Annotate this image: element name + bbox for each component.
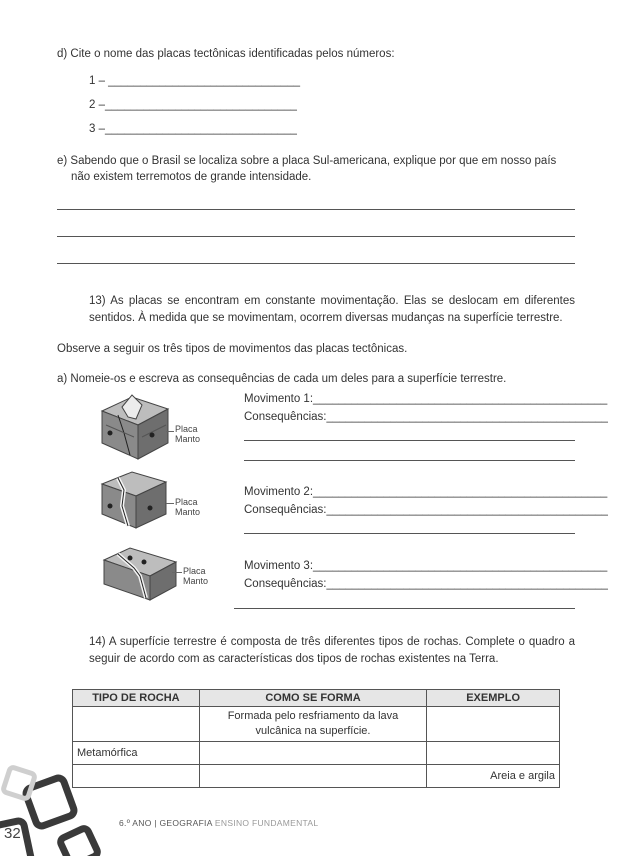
footer-subject: GEOGRAFIA [159, 818, 213, 828]
answer-rule[interactable] [244, 440, 575, 441]
footer-separator: | [151, 818, 160, 828]
placa-leader-1 [166, 431, 174, 432]
header-example: EXEMPLO [427, 690, 560, 707]
table-header-row [73, 690, 560, 707]
table-cell[interactable] [199, 765, 426, 788]
movement-3-field[interactable]: Movimento 3:______________________________________________ [244, 560, 608, 572]
header-rock-type: TIPO DE ROCHA [73, 690, 200, 707]
table-cell[interactable] [427, 742, 560, 765]
table-cell: Metamórfica [73, 742, 200, 765]
page-number: 32 [4, 825, 21, 842]
footer-level: ENSINO FUNDAMENTAL [214, 818, 319, 828]
table-row [73, 742, 560, 765]
question-d-prompt: d) Cite o nome das placas tectônicas identificadas pelos números: [57, 48, 395, 60]
observe-instruction: Observe a seguir os três tipos de movimentos das placas tectônicas. [57, 343, 408, 355]
header-formation: COMO SE FORMA [199, 690, 426, 707]
placa-label-2: Placa [175, 497, 198, 507]
answer-rule[interactable] [244, 460, 575, 461]
table-row [73, 707, 560, 742]
table-cell[interactable] [199, 742, 426, 765]
question-14-text: 14) A superfície terrestre é composta de três diferentes tipos de rochas. Complete o quadro a seguir de acordo com as características dos tipos de rochas existentes na Terra. [89, 636, 575, 665]
placa-label-3: Placa [183, 566, 206, 576]
rock-types-table [72, 689, 560, 788]
plate-diagram-1 [96, 385, 176, 465]
table-cell: Formada pelo resfriamento da lava vulcânica na superfície. [199, 707, 426, 742]
answer-rule[interactable] [234, 608, 575, 609]
manto-label-1: Manto [175, 434, 201, 444]
manto-label-3: Manto [183, 576, 209, 586]
movement-2-field[interactable]: Movimento 2:______________________________________________ [244, 486, 608, 498]
movement-1-field[interactable]: Movimento 1:______________________________________________ [244, 393, 608, 405]
placa-label-1: Placa [175, 424, 198, 434]
answer-rule[interactable] [57, 236, 575, 237]
footer-caption [119, 818, 318, 828]
footer-grade: 6.º ANO [119, 818, 152, 828]
placa-leader-2 [166, 503, 174, 504]
answer-rule[interactable] [57, 263, 575, 264]
answer-line-1[interactable]: 1 – ______________________________ [89, 75, 301, 87]
table-row [73, 765, 560, 788]
table-cell[interactable] [73, 707, 200, 742]
consequences-2-field[interactable]: Consequências:____________________________________________ [244, 504, 608, 516]
question-e-line2: não existem terremotos de grande intensidade. [71, 171, 312, 183]
answer-line-3[interactable]: 3 –______________________________ [89, 123, 297, 135]
plate-diagram-2 [98, 466, 178, 532]
answer-rule[interactable] [244, 533, 575, 534]
consequences-3-field[interactable]: Consequências:____________________________________________ [244, 578, 608, 590]
placa-leader-3 [172, 572, 182, 573]
answer-line-2[interactable]: 2 –______________________________ [89, 99, 297, 111]
question-13a: a) Nomeie-os e escreva as consequências de cada um deles para a superfície terrestre. [57, 373, 507, 385]
consequences-1-field[interactable]: Consequências:____________________________________________ [244, 411, 608, 423]
answer-rule[interactable] [57, 209, 575, 210]
table-cell: Areia e argila [427, 765, 560, 788]
plate-diagram-3 [100, 540, 184, 606]
question-e-line1: e) Sabendo que o Brasil se localiza sobre a placa Sul-americana, explique por que em nosso país [57, 155, 557, 167]
table-cell[interactable] [427, 707, 560, 742]
question-13-text: 13) As placas se encontram em constante movimentação. Elas se deslocam em diferentes sentidos. À medida que se movimentam, ocorrem diversas mudanças na superfície terrestre. [89, 295, 575, 324]
manto-label-2: Manto [175, 507, 201, 517]
